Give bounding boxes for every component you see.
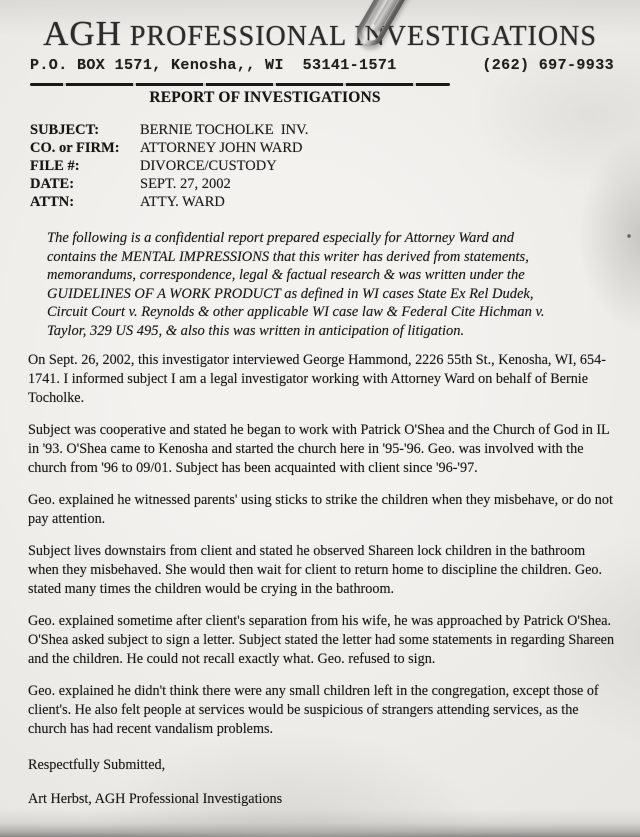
company-initials: AGH bbox=[43, 14, 122, 53]
company-name-rest: PROFESSIONAL INVESTIGATIONS bbox=[121, 21, 597, 52]
field-value: BERNIE TOCHOLKE INV. bbox=[140, 122, 309, 138]
field-row-attn bbox=[30, 193, 640, 211]
field-label: SUBJECT: bbox=[30, 122, 100, 138]
company-name bbox=[0, 0, 640, 54]
field-row-co-or-firm bbox=[30, 139, 640, 157]
field-label: ATTN: bbox=[30, 194, 75, 210]
field-label: FILE #: bbox=[30, 158, 80, 174]
body-paragraph: Geo. explained he didn't think there were any small children left in the congregation, except those of client's. He also felt people at services would be suspicious of strangers attending services, as the church has had recent vandalism problems. bbox=[28, 683, 599, 737]
body-paragraph: Subject lives downstairs from client and stated he observed Shareen lock children in the bathroom when they misbehaved. She would then wait for client to return home to discipline the children. Geo. stated many times the children would be crying in the bathroom. bbox=[28, 543, 603, 597]
field-label: DATE: bbox=[30, 176, 75, 192]
body-paragraph: On Sept. 26, 2002, this investigator interviewed George Hammond, 2226 55th St., Kenosha, WI, 654-1741. I informed subject I am a legal investigator working with Attorney Ward on behalf of Bernie Tocholke. bbox=[28, 352, 606, 406]
field-value: DIVORCE/CUSTODY bbox=[140, 158, 277, 174]
field-label: CO. or FIRM: bbox=[30, 140, 120, 156]
body-paragraph: Geo. explained he witnessed parents' using sticks to strike the children when they misbehave, or do not pay attention. bbox=[28, 492, 613, 527]
company-address: P.O. BOX 1571, Kenosha,, WI 53141-1571 bbox=[30, 56, 397, 74]
field-row-date bbox=[30, 175, 640, 193]
closing-line: Respectfully Submitted, bbox=[28, 757, 166, 773]
letterhead bbox=[0, 0, 640, 74]
signature-line: Art Herbst, AGH Professional Investigations bbox=[28, 791, 283, 807]
body-paragraph: Subject was cooperative and stated he began to work with Patrick O'Shea and the Church of God in IL in '93. O'Shea came to Kenosha and started the church here in '95-'96. Geo. was involved with the church from '96 to 09/01. Subject has been acquainted with client since '96-'97. bbox=[28, 422, 610, 476]
letterhead-contact-row bbox=[0, 54, 640, 74]
field-value: ATTY. WARD bbox=[140, 194, 225, 210]
field-row-subject bbox=[30, 121, 640, 139]
report-fields bbox=[30, 121, 640, 211]
header-divider bbox=[30, 83, 450, 87]
field-row-file-number bbox=[30, 157, 640, 175]
body-paragraph: Geo. explained sometime after client's separation from his wife, he was approached by Patrick O'Shea. O'Shea asked subject to sign a letter. Subject stated the letter had some statements in regarding Shareen and the children. He could not recall exactly what. Geo. refused to sign. bbox=[28, 613, 615, 667]
report-title: REPORT OF INVESTIGATIONS bbox=[149, 89, 381, 106]
confidential-notice: The following is a confidential report prepared especially for Attorney Ward and contains the MENTAL IMPRESSIONS that this writer has derived from statements, memorandums, correspondence, legal & factual research & was written under the GUIDELINES OF A WORK PRODUCT as defined in WI cases State Ex Rel Dudek, Circuit Court v. Reynolds & other applicable WI case law & Federal Cite Hichman v. Taylor, 329 US 495, & also this was written in anticipation of litigation. bbox=[47, 230, 545, 339]
report-body bbox=[28, 351, 616, 739]
company-phone: (262) 697-9933 bbox=[482, 56, 614, 74]
field-value: SEPT. 27, 2002 bbox=[140, 176, 231, 192]
field-value: ATTORNEY JOHN WARD bbox=[140, 140, 303, 156]
